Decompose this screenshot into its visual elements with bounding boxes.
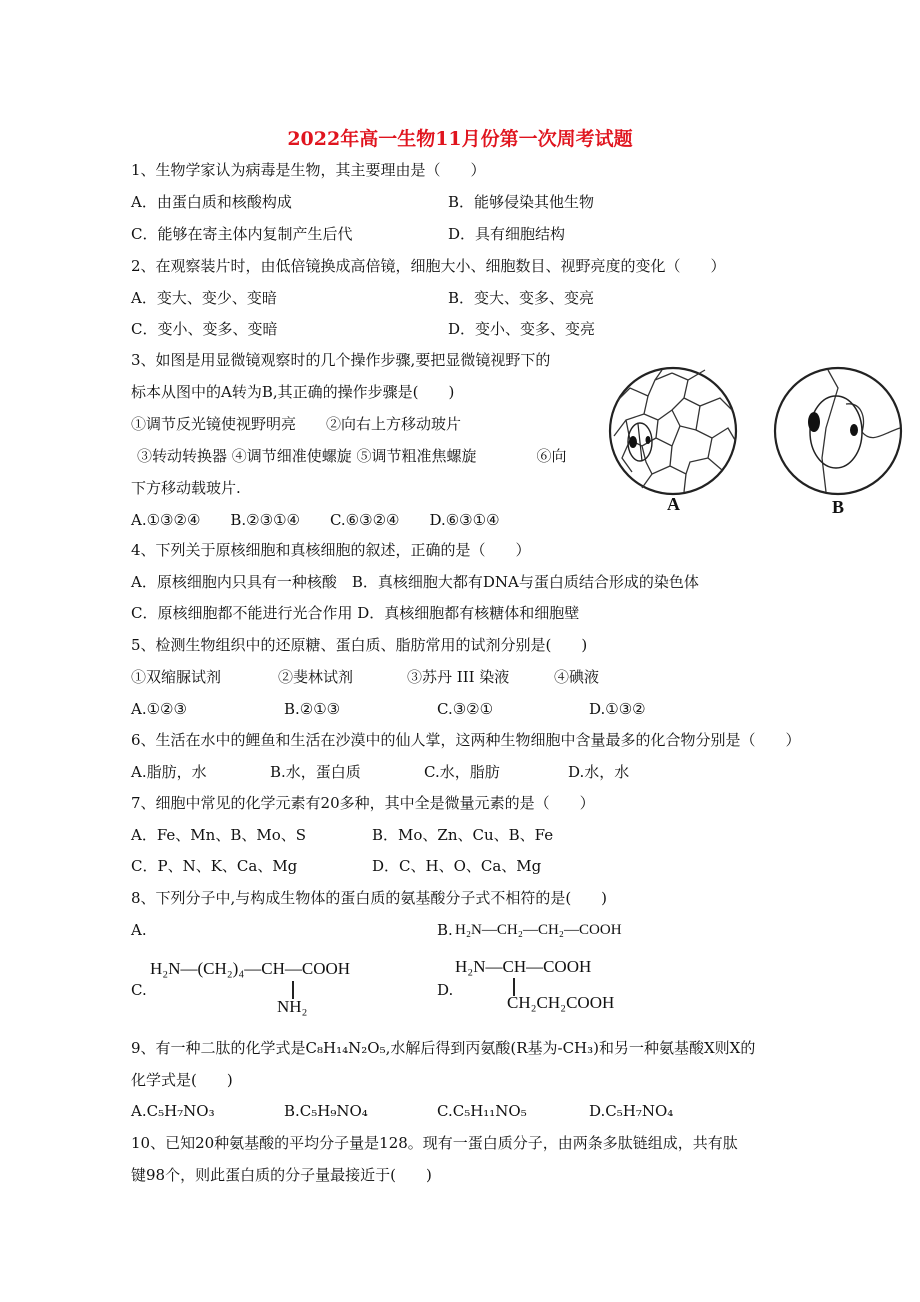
q8-option-a-label: A. (131, 921, 147, 939)
q1-option-c: C．能够在寄主体内复制产生后代 (131, 225, 353, 243)
microscope-figure (600, 358, 910, 523)
q9-option-a: A.C₅H₇NO₃ (131, 1102, 215, 1120)
q3-line-1: 3、如图是用显微镜观察时的几个操作步骤,要把显微镜视野下的 (131, 351, 551, 369)
figure-label-a: A (667, 494, 680, 514)
q6-option-d: D.水，水 (568, 763, 630, 781)
q8-option-c-formula-bottom: NH₂ (277, 997, 308, 1016)
q7-option-b: B．Mo、Zn、Cu、B、Fe (372, 826, 554, 844)
q10-line-1: 10、已知20种氨基酸的平均分子量是128。现有一蛋白质分子，由两条多肽链组成，共有肽 (131, 1134, 738, 1152)
q9-line-2: 化学式是( ) (131, 1071, 233, 1089)
q3-line-3: ①调节反光镜使视野明亮 ②向右上方移动玻片 (131, 415, 462, 433)
q4-options-cd: C．原核细胞都不能进行光合作用 D．真核细胞都有核糖体和细胞壁 (131, 604, 580, 622)
q4-options-ab: A．原核细胞内只具有一种核酸 B．真核细胞大都有DNA与蛋白质结合形成的染色体 (131, 573, 699, 591)
q5-option-c: C.③②① (437, 700, 494, 718)
q8-option-d-formula-top: H₂N—CH—COOH (455, 957, 592, 976)
field-of-view-b (775, 368, 901, 494)
figure-label-b: B (832, 497, 845, 517)
q8-option-b-label: B. (437, 921, 453, 939)
q6-option-b: B.水，蛋白质 (270, 763, 361, 781)
q1-option-d: D．具有细胞结构 (448, 225, 566, 243)
q5-reagent-3: ③苏丹 III 染液 (407, 668, 510, 686)
q5-reagent-2: ②斐林试剂 (278, 668, 354, 686)
q2-option-a: A．变大、变少、变暗 (131, 289, 277, 307)
q3-options: A.①③②④ B.②③①④ C.⑥③②④ D.⑥③①④ (131, 511, 500, 529)
q3-line-2: 标本从图中的A转为B,其正确的操作步骤是( ) (131, 383, 455, 401)
q2-option-c: C．变小、变多、变暗 (131, 320, 278, 338)
q3-line-5: 下方移动载玻片. (131, 479, 241, 497)
q5-option-d: D.①③② (589, 700, 646, 718)
q7-stem: 7、细胞中常见的化学元素有20多种，其中全是微量元素的是（ ） (131, 794, 595, 812)
q6-option-a: A.脂肪，水 (131, 763, 207, 781)
q9-option-d: D.C₅H₇NO₄ (589, 1102, 674, 1120)
q6-option-c: C.水，脂肪 (424, 763, 500, 781)
q5-stem: 5、检测生物组织中的还原糖、蛋白质、脂肪常用的试剂分别是( ) (131, 636, 588, 654)
q1-option-a: A．由蛋白质和核酸构成 (131, 193, 292, 211)
q2-option-b: B．变大、变多、变亮 (448, 289, 595, 307)
q8-option-b-formula: H₂N—CH₂—CH₂—COOH (455, 922, 622, 938)
q5-reagent-4: ④碘液 (554, 668, 600, 686)
q7-option-c: C．P、N、K、Ca、Mg (131, 857, 298, 875)
q8-option-c-formula-top: H₂N—(CH₂)₄—CH—COOH (150, 959, 351, 978)
q5-option-b: B.②①③ (284, 700, 341, 718)
q7-option-d: D．C、H、O、Ca、Mg (372, 857, 542, 875)
q9-option-c: C.C₅H₁₁NO₅ (437, 1102, 527, 1120)
q1-option-b: B．能够侵染其他生物 (448, 193, 595, 211)
q2-option-d: D．变小、变多、变亮 (448, 320, 596, 338)
q5-reagent-1: ①双缩脲试剂 (131, 668, 222, 686)
q8-option-c-label: C. (131, 981, 147, 999)
q7-option-a: A．Fe、Mn、B、Mo、S (131, 826, 307, 844)
q3-line-4: ③转动转换器 ④调节细准使螺旋 ⑤调节粗准焦螺旋 ⑥向 (137, 447, 567, 465)
q8-option-d-label: D. (437, 981, 454, 999)
q10-line-2: 键98个，则此蛋白质的分子量最接近于( ) (131, 1166, 432, 1184)
page-title: 2022年高一生物11月份第一次周考试题 (287, 128, 633, 150)
q9-line-1: 9、有一种二肽的化学式是C₈H₁₄N₂O₅,水解后得到丙氨酸(R基为-CH₃)和另一种氨基酸X则X的 (131, 1039, 756, 1057)
q6-stem: 6、生活在水中的鲤鱼和生活在沙漠中的仙人掌，这两种生物细胞中含量最多的化合物分别是（ ） (131, 731, 801, 749)
q8-option-d-formula-bottom: CH₂CH₂COOH (507, 993, 615, 1012)
field-of-view-a (610, 368, 736, 494)
q1-stem: 1、生物学家认为病毒是生物，其主要理由是（ ） (131, 161, 486, 179)
q9-option-b: B.C₅H₉NO₄ (284, 1102, 368, 1120)
q2-stem: 2、在观察装片时，由低倍镜换成高倍镜，细胞大小、细胞数目、视野亮度的变化（ ） (131, 257, 726, 275)
q8-stem: 8、下列分子中,与构成生物体的蛋白质的氨基酸分子式不相符的是( ) (131, 889, 608, 907)
q5-option-a: A.①②③ (131, 700, 187, 718)
q4-stem: 4、下列关于原核细胞和真核细胞的叙述，正确的是（ ） (131, 541, 531, 559)
